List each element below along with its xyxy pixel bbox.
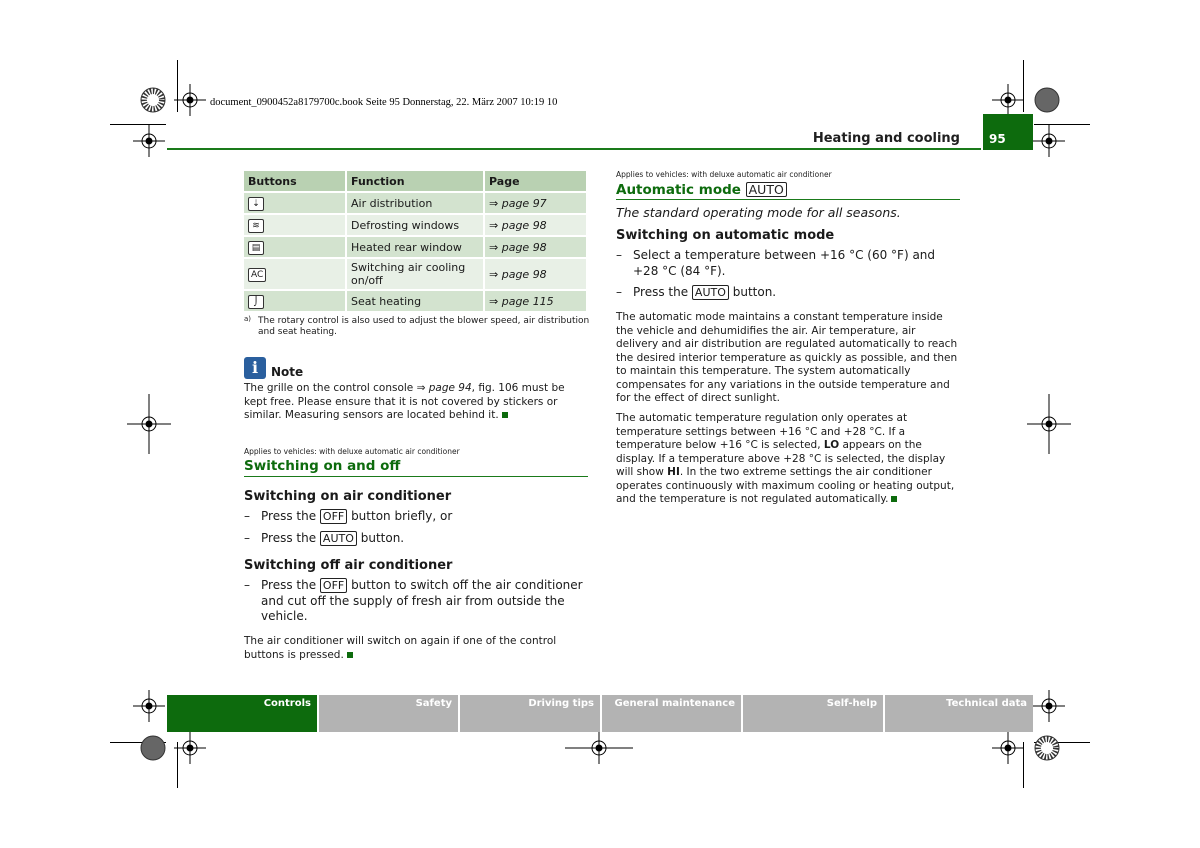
end-square-icon — [347, 652, 353, 658]
text: Press the — [633, 285, 689, 299]
title-text: Automatic mode — [616, 182, 741, 198]
page-cell — [484, 236, 587, 258]
function-cell: Heated rear window — [346, 236, 484, 258]
note-text-part: , fig. 106 must be kept free. Please ensure that it is not covered by stickers or similar. Measuring sensors are located behind it. — [244, 382, 565, 421]
table-row — [244, 290, 587, 312]
table-footnote — [244, 316, 590, 338]
arrow: ⇒ — [489, 218, 499, 232]
auto-key: AUTO — [320, 531, 357, 546]
text: button. — [360, 531, 405, 545]
footnote-text: The rotary control is also used to adjust the blower speed, air distribution and seat heating. — [258, 316, 590, 337]
text: Press the — [261, 578, 317, 592]
applies-note: Applies to vehicles: with deluxe automatic air conditioner — [616, 170, 832, 179]
function-cell: Seat heating — [346, 290, 484, 312]
arrow: ⇒ — [489, 240, 499, 254]
section-rule — [616, 199, 960, 200]
page-cell — [484, 214, 587, 236]
paragraph — [244, 635, 590, 662]
lead-text: The standard operating mode for all seasons. — [616, 205, 901, 220]
list-item — [244, 509, 590, 525]
button-cell — [244, 236, 346, 258]
button-cell — [244, 290, 346, 312]
print-info-line: document_0900452a8179700c.book Seite 95 Donnerstag, 22. März 2007 10:19 10 — [210, 97, 558, 108]
list-item — [244, 531, 590, 547]
lo-indicator: LO — [823, 439, 840, 451]
header-rule — [167, 148, 981, 150]
section-title-automatic-mode — [616, 182, 787, 198]
note-title: Note — [271, 365, 304, 379]
subheading: Switching on automatic mode — [616, 228, 835, 243]
text: Press the — [261, 509, 317, 523]
text: button to switch off the air conditioner and cut off the supply of fresh air from outside the vehicle. — [261, 578, 583, 623]
button-cell — [244, 258, 346, 290]
off-key: OFF — [320, 509, 347, 524]
button-cell — [244, 192, 346, 214]
column-header: Function — [346, 171, 484, 192]
column-header: Buttons — [244, 171, 346, 192]
function-cell: Defrosting windows — [346, 214, 484, 236]
page-cell — [484, 258, 587, 290]
page-ref-link[interactable]: page 98 — [501, 240, 547, 254]
ac-button-icon: AC — [248, 268, 266, 282]
arrow: ⇒ — [489, 196, 499, 210]
dash: – — [616, 285, 622, 299]
dash: – — [244, 509, 250, 523]
text: Select a temperature between +16 °C (60 °F) and +28 °C (84 °F). — [633, 248, 936, 278]
applies-note: Applies to vehicles: with deluxe automatic air conditioner — [244, 447, 460, 456]
button-cell — [244, 214, 346, 236]
page-ref-link[interactable]: page 98 — [501, 267, 547, 281]
text: The automatic temperature regulation only operates at temperature settings between +16 °C and +28 °C. If a temperature below +16 °C is selected, — [616, 412, 908, 451]
table-row — [244, 258, 587, 290]
column-header: Page — [484, 171, 587, 192]
text: The air conditioner will switch on again if one of the control buttons is pressed. — [244, 635, 557, 661]
dash: – — [244, 578, 250, 592]
buttons-table — [244, 171, 588, 313]
off-key: OFF — [320, 578, 347, 593]
page-number: 95 — [989, 132, 1006, 146]
text: Press the — [261, 531, 317, 545]
footnote-marker: a) — [244, 315, 252, 323]
nav-tab-driving-tips[interactable]: Driving tips — [460, 695, 600, 732]
table-header-row — [244, 171, 587, 192]
info-icon: i — [244, 357, 266, 379]
nav-tab-controls[interactable]: Controls — [167, 695, 317, 732]
air-distribution-icon: ⇣ — [248, 197, 264, 211]
paragraph: The automatic mode maintains a constant temperature inside the vehicle and dehumidifies the air. Air temperature, air delivery and air distribution are regulated automatically to reach the desired interior temperature as quickly as possible, and then to maintain this temperature. The system automatically compensates for any variations in the outside temperature and for the effect of direct sunlight. — [616, 311, 958, 404]
function-cell: Switching air cooling on/off — [346, 258, 484, 290]
list-item — [616, 285, 960, 301]
defrost-icon: ≋ — [248, 219, 264, 233]
nav-tab-self-help[interactable]: Self-help — [743, 695, 883, 732]
note-text-part: The grille on the control console ⇒ — [244, 382, 429, 394]
subheading: Switching on air conditioner — [244, 489, 452, 504]
table-row — [244, 214, 587, 236]
paragraph — [616, 412, 960, 507]
end-square-icon — [502, 412, 508, 418]
page-ref-link[interactable]: page 98 — [501, 218, 547, 232]
nav-tab-general-maintenance[interactable]: General maintenance — [602, 695, 741, 732]
arrow: ⇒ — [489, 294, 499, 308]
table-row — [244, 192, 587, 214]
nav-tab-safety[interactable]: Safety — [319, 695, 458, 732]
page-header-title: Heating and cooling — [812, 131, 960, 146]
text: button. — [732, 285, 777, 299]
page-cell — [484, 290, 587, 312]
section-title-switching: Switching on and off — [244, 458, 401, 474]
function-cell: Air distribution — [346, 192, 484, 214]
text: . In the two extreme settings the air conditioner operates continuously with maximum cooling or heating output, and the temperature is not regulated automatically. — [616, 466, 955, 505]
table-row — [244, 236, 587, 258]
list-item — [616, 248, 960, 279]
rear-window-heat-icon: ▤ — [248, 241, 264, 255]
page-cell — [484, 192, 587, 214]
page-ref-link[interactable]: page 94 — [428, 382, 472, 394]
footer-nav — [0, 695, 1200, 732]
auto-key: AUTO — [692, 285, 729, 300]
dash: – — [616, 248, 622, 262]
dash: – — [244, 531, 250, 545]
page-ref-link[interactable]: page 97 — [501, 196, 547, 210]
note-text — [244, 382, 590, 423]
arrow: ⇒ — [489, 267, 499, 281]
auto-key: AUTO — [746, 182, 787, 197]
nav-tab-technical-data[interactable]: Technical data — [885, 695, 1033, 732]
list-item — [244, 578, 590, 625]
hi-indicator: HI — [667, 466, 680, 478]
page-ref-link[interactable]: page 115 — [501, 294, 554, 308]
seat-heating-icon: ⌡ — [248, 295, 264, 309]
text: appears on the display. If a temperature above +28 °C is selected, the display will show — [616, 439, 946, 478]
text: button briefly, or — [351, 509, 453, 523]
section-rule — [244, 476, 588, 477]
end-square-icon — [891, 496, 897, 502]
subheading: Switching off air conditioner — [244, 558, 453, 573]
